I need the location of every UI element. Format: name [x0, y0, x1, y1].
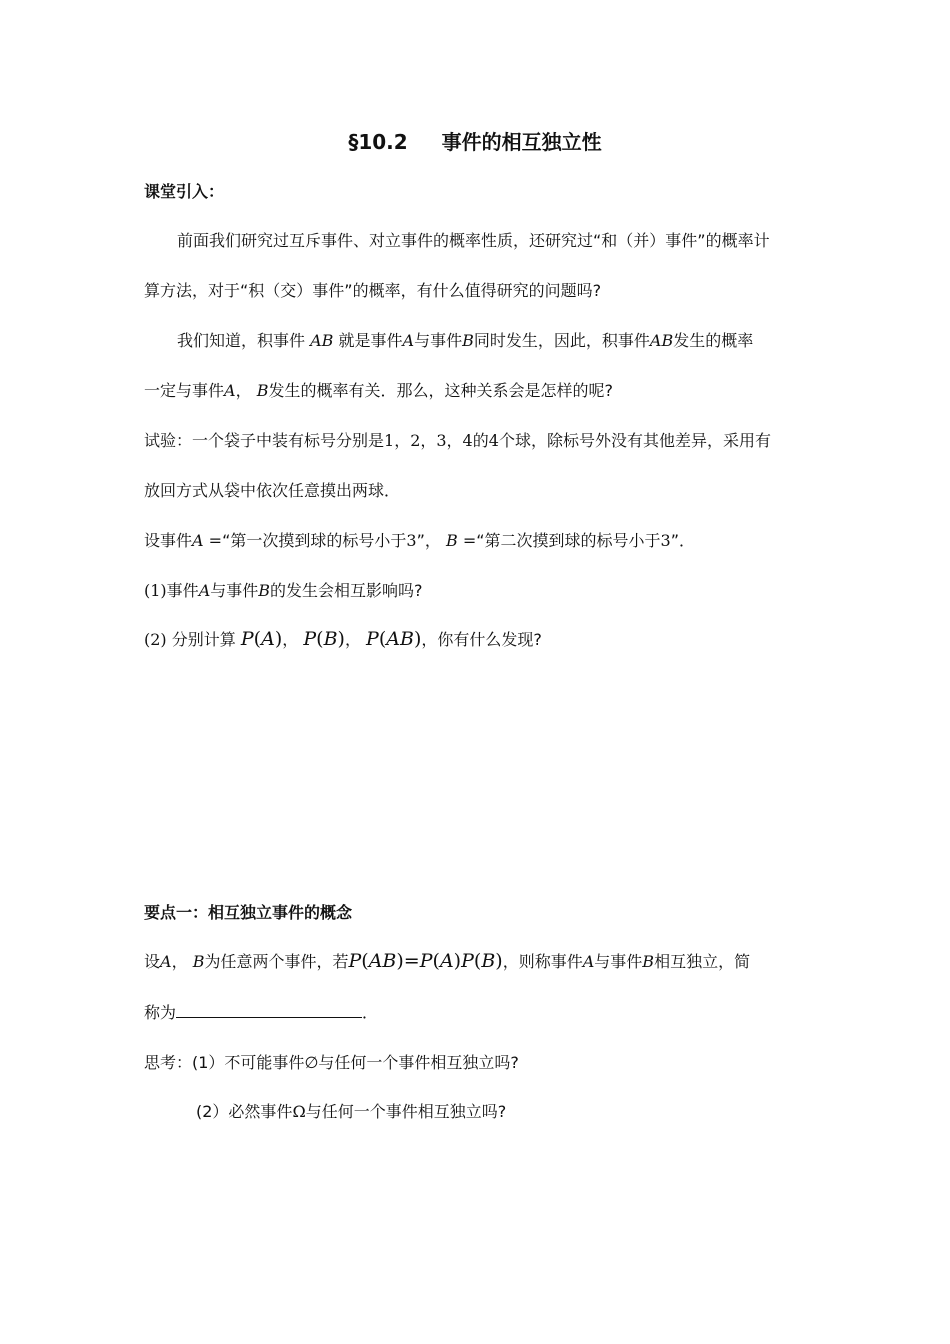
math-B: B: [258, 581, 271, 600]
intro-paragraph-2-line-2: [144, 380, 613, 402]
math-paren: (: [432, 950, 440, 972]
math-B: B: [445, 531, 458, 550]
math-paren: (: [361, 950, 369, 972]
math-paren: (: [316, 628, 324, 650]
math-paren: ): [495, 950, 503, 972]
text-segment: 同时发生，因此，积事件: [473, 331, 650, 350]
text-segment: (2）必然事件: [196, 1102, 293, 1121]
math-P: P: [348, 950, 362, 972]
page-title: [0, 128, 950, 156]
math-paren: ): [396, 950, 404, 972]
math-AB: AB: [310, 331, 334, 350]
text-segment: 的: [472, 431, 489, 450]
text-segment: ，: [171, 952, 188, 971]
text-segment: ，则称事件: [502, 952, 583, 971]
point-1-line-1: [144, 950, 750, 973]
experiment-line-1: [144, 430, 771, 452]
text-segment: ”，: [416, 531, 441, 550]
math-P: P: [303, 628, 317, 650]
math-paren: (: [253, 628, 262, 650]
math-A: A: [192, 531, 204, 550]
experiment-line-2: 放回方式从袋中依次任意摸出两球．: [144, 481, 401, 500]
text-segment: 发生的概率有关．那么，这种关系会是怎样的呢?: [268, 381, 613, 400]
math-equals: =: [462, 531, 477, 550]
math-A: A: [160, 952, 172, 971]
math-AB: AB: [368, 950, 397, 972]
math-equals: =: [208, 531, 223, 550]
math-B: B: [256, 381, 269, 400]
text-segment: 为任意两个事件，若: [204, 952, 349, 971]
text-segment: 与事件: [594, 952, 643, 971]
math-AB: AB: [649, 331, 674, 350]
math-numbers: 1，2，3，4: [384, 431, 473, 450]
math-paren: ): [413, 628, 422, 650]
math-paren: ): [337, 628, 345, 650]
math-A: A: [582, 952, 595, 971]
text-segment: 设事件: [144, 531, 193, 550]
math-B: B: [481, 950, 496, 972]
text-segment: 与任何一个事件相互独立吗?: [305, 1102, 507, 1121]
math-B: B: [192, 952, 205, 971]
fill-in-blank[interactable]: [176, 1002, 362, 1018]
text-segment: 称为: [144, 1003, 177, 1022]
math-paren: ): [274, 628, 283, 650]
text-segment: 与事件: [210, 581, 259, 600]
text-segment: 发生的概率: [673, 331, 754, 350]
question-1: [144, 580, 423, 602]
math-A: A: [261, 628, 275, 650]
text-segment: ”．: [670, 531, 695, 550]
text-segment: “第二次摸到球的标号小于: [476, 531, 661, 550]
math-three: 3: [660, 531, 671, 550]
point-1-line-2: [144, 1002, 378, 1024]
math-four: 4: [488, 431, 499, 450]
intro-paragraph-2-line-1: [177, 330, 753, 352]
text-segment: “第一次摸到球的标号小于: [222, 531, 407, 550]
math-A: A: [198, 581, 211, 600]
text-segment: 一定与事件: [144, 381, 225, 400]
event-definition: [144, 530, 695, 552]
text-segment: 思考：(1）不可能事件: [144, 1053, 305, 1072]
math-P: P: [240, 628, 254, 650]
point-1-heading: 要点一：相互独立事件的概念: [144, 903, 353, 922]
text-segment: 就是事件: [338, 331, 403, 350]
section-number: §10.2: [348, 130, 408, 154]
text-segment: ．: [362, 1003, 379, 1022]
text-segment: 分别计算: [171, 630, 236, 649]
text-segment: 的发生会相互影响吗?: [270, 581, 423, 600]
math-B: B: [462, 331, 474, 350]
text-segment: 与事件: [414, 331, 463, 350]
text-segment: 设: [144, 952, 161, 971]
math-B: B: [323, 628, 338, 650]
math-P: P: [366, 628, 379, 650]
text-segment: 试验：一个袋子中装有标号分别是: [144, 431, 385, 450]
math-AB: AB: [386, 628, 414, 650]
intro-paragraph-1-line-1: 前面我们研究过互斥事件、对立事件的概率性质，还研究过“和（并）事件”的概率计: [177, 231, 770, 250]
math-equals: =: [403, 950, 420, 972]
math-paren: ): [453, 950, 462, 972]
text-segment: ，: [235, 381, 252, 400]
think-question-2: [196, 1101, 506, 1123]
intro-heading: 课堂引入：: [144, 182, 225, 201]
math-paren: (: [378, 628, 387, 650]
text-segment: 个球，除标号外没有其他差异，采用有: [498, 431, 771, 450]
question-2: (2) 分别计算 P(A)， P(B)， P(AB)，你有什么发现?: [144, 628, 542, 650]
math-A: A: [402, 331, 415, 350]
question-number: (2): [144, 630, 167, 649]
math-B: B: [642, 952, 655, 971]
question-number: (1): [144, 581, 167, 600]
text-segment: 事件: [166, 581, 199, 600]
section-name: 事件的相互独立性: [441, 130, 602, 154]
math-A: A: [224, 381, 236, 400]
text-segment: 与任何一个事件相互独立吗?: [318, 1053, 519, 1072]
text-segment: ，你有什么发现?: [421, 630, 542, 649]
math-empty-set: ∅: [304, 1053, 319, 1072]
math-omega: Ω: [292, 1102, 306, 1121]
math-A: A: [439, 950, 454, 972]
text-segment: 相互独立，简: [654, 952, 751, 971]
math-three: 3: [406, 531, 417, 550]
intro-paragraph-1-line-2: 算方法，对于“积（交）事件”的概率，有什么值得研究的问题吗?: [144, 281, 602, 300]
math-P: P: [419, 950, 433, 972]
think-question-1: [144, 1052, 519, 1074]
math-paren: (: [473, 950, 482, 972]
text-segment: 我们知道，积事件: [177, 331, 306, 350]
math-P: P: [461, 950, 474, 972]
